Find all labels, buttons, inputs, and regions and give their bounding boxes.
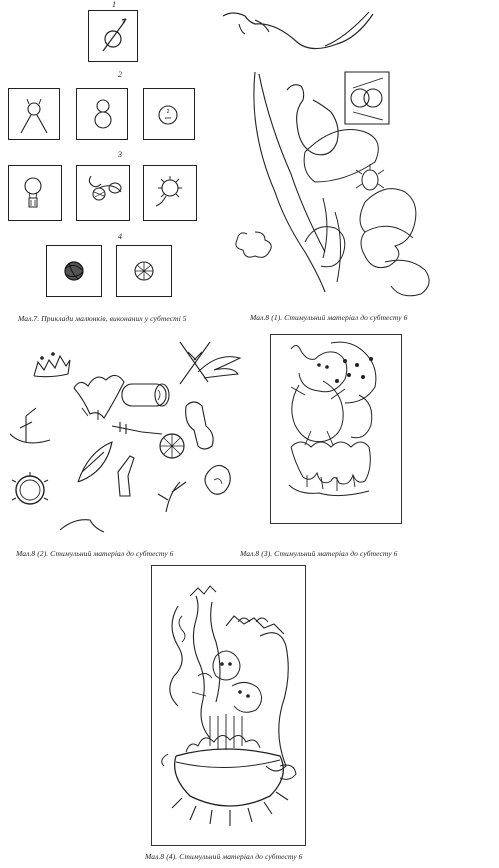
circle-with-stick-drawing	[89, 11, 137, 61]
scribble-ball-drawing	[47, 246, 101, 296]
balloon-drawing	[9, 166, 61, 220]
row-number-4: 4	[118, 232, 122, 241]
overlapping-figures-drawing	[271, 335, 401, 523]
drawing-box-2c	[143, 88, 195, 140]
overlapping-objects-drawing	[215, 2, 450, 307]
drawing-box-3a	[8, 165, 62, 221]
figure-8-3-caption: Мал.8 (3). Стимульний матеріал до субтесту 6	[240, 549, 398, 558]
figure-8-1-caption: Мал.8 (1). Стимульний матеріал до субтесту 6	[250, 313, 408, 322]
figure-8-2-caption: Мал.8 (2). Стимульний матеріал до субтесту 6	[16, 549, 174, 558]
drawing-box-4b	[116, 245, 172, 297]
figure-8-4-frame	[151, 565, 306, 846]
scattered-objects-drawing	[2, 332, 242, 537]
row-number-2: 2	[118, 70, 122, 79]
figure-8-3-frame	[270, 334, 402, 524]
row-number-3: 3	[118, 150, 122, 159]
grid-ball-drawing	[117, 246, 171, 296]
overlapping-scene-drawing	[152, 566, 305, 845]
drawing-box-1	[88, 10, 138, 62]
drawing-box-4a	[46, 245, 102, 297]
cat-face-drawing	[9, 89, 59, 139]
circle-text-bottom: кол	[164, 115, 172, 120]
drawing-box-3c	[143, 165, 197, 221]
figure-8-4-caption: Мал.8 (4). Стимульний матеріал до субтесту 6	[145, 852, 303, 861]
circle-text-top: 2	[166, 109, 170, 115]
drawing-box-3b	[76, 165, 130, 221]
figure-7-caption: Мал.7. Приклади малюнків, виконаних у субтесті 5	[18, 314, 187, 323]
snowman-drawing	[77, 89, 127, 139]
row-number-1: 1	[112, 0, 116, 9]
drawing-box-2b	[76, 88, 128, 140]
hedgehog-drawing	[144, 166, 196, 220]
snail-drawing	[77, 166, 129, 220]
circle-with-text-drawing	[144, 89, 194, 139]
drawing-box-2a	[8, 88, 60, 140]
